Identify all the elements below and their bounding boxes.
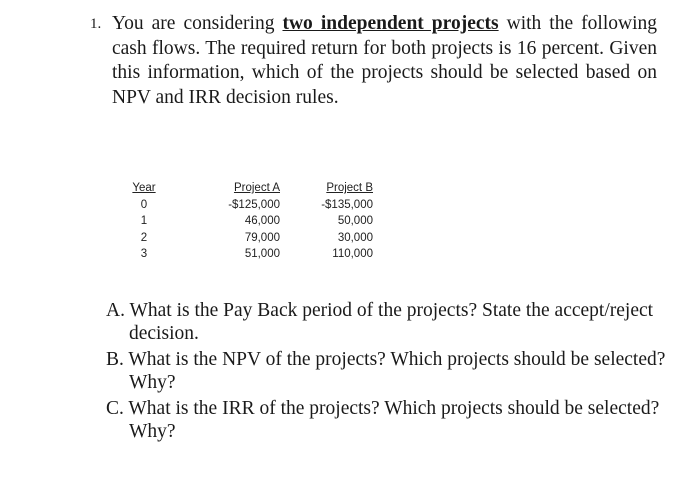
cash-flow-table xyxy=(118,180,373,263)
question-emphasis: two independent projects xyxy=(282,13,499,34)
header-project-b: Project B xyxy=(326,182,373,194)
sub-question-list xyxy=(106,300,666,447)
cell-project-b: -$135,000 xyxy=(321,198,373,211)
table-row xyxy=(118,230,373,247)
table-row xyxy=(118,197,373,214)
cell-year: 0 xyxy=(140,198,148,211)
question-text xyxy=(112,12,657,110)
cell-project-a: 79,000 xyxy=(244,231,280,244)
cell-project-a: 46,000 xyxy=(244,215,280,227)
cell-year: 2 xyxy=(140,231,148,244)
table-row xyxy=(118,246,373,263)
cell-project-b: 110,000 xyxy=(332,248,373,260)
question-text-after: with the following cash flows. The required return for both projects is 16 percent. Given this information, which of the projects should be selected based on NPV and IRR decision rules. xyxy=(112,13,657,108)
sub-question-c: C. What is the IRR of the projects? Which projects should be selected? Why? xyxy=(106,398,660,442)
question-text-before: You are considering xyxy=(112,13,283,34)
cell-project-b: 50,000 xyxy=(337,215,373,227)
question-number: 1. xyxy=(90,16,102,32)
sub-question-b: B. What is the NPV of the projects? Which projects should be selected? Why? xyxy=(106,349,666,393)
cell-project-a: -$125,000 xyxy=(228,198,280,211)
cell-project-a: 51,000 xyxy=(244,248,280,260)
cell-year: 3 xyxy=(140,248,148,260)
cell-year: 1 xyxy=(140,215,148,227)
header-project-a: Project A xyxy=(233,182,280,194)
table-row xyxy=(118,213,373,230)
cell-project-b: 30,000 xyxy=(337,231,373,244)
table-header-row xyxy=(118,180,373,197)
header-year: Year xyxy=(132,182,156,194)
sub-question-a: A. What is the Pay Back period of the projects? State the accept/reject decision. xyxy=(106,300,654,344)
